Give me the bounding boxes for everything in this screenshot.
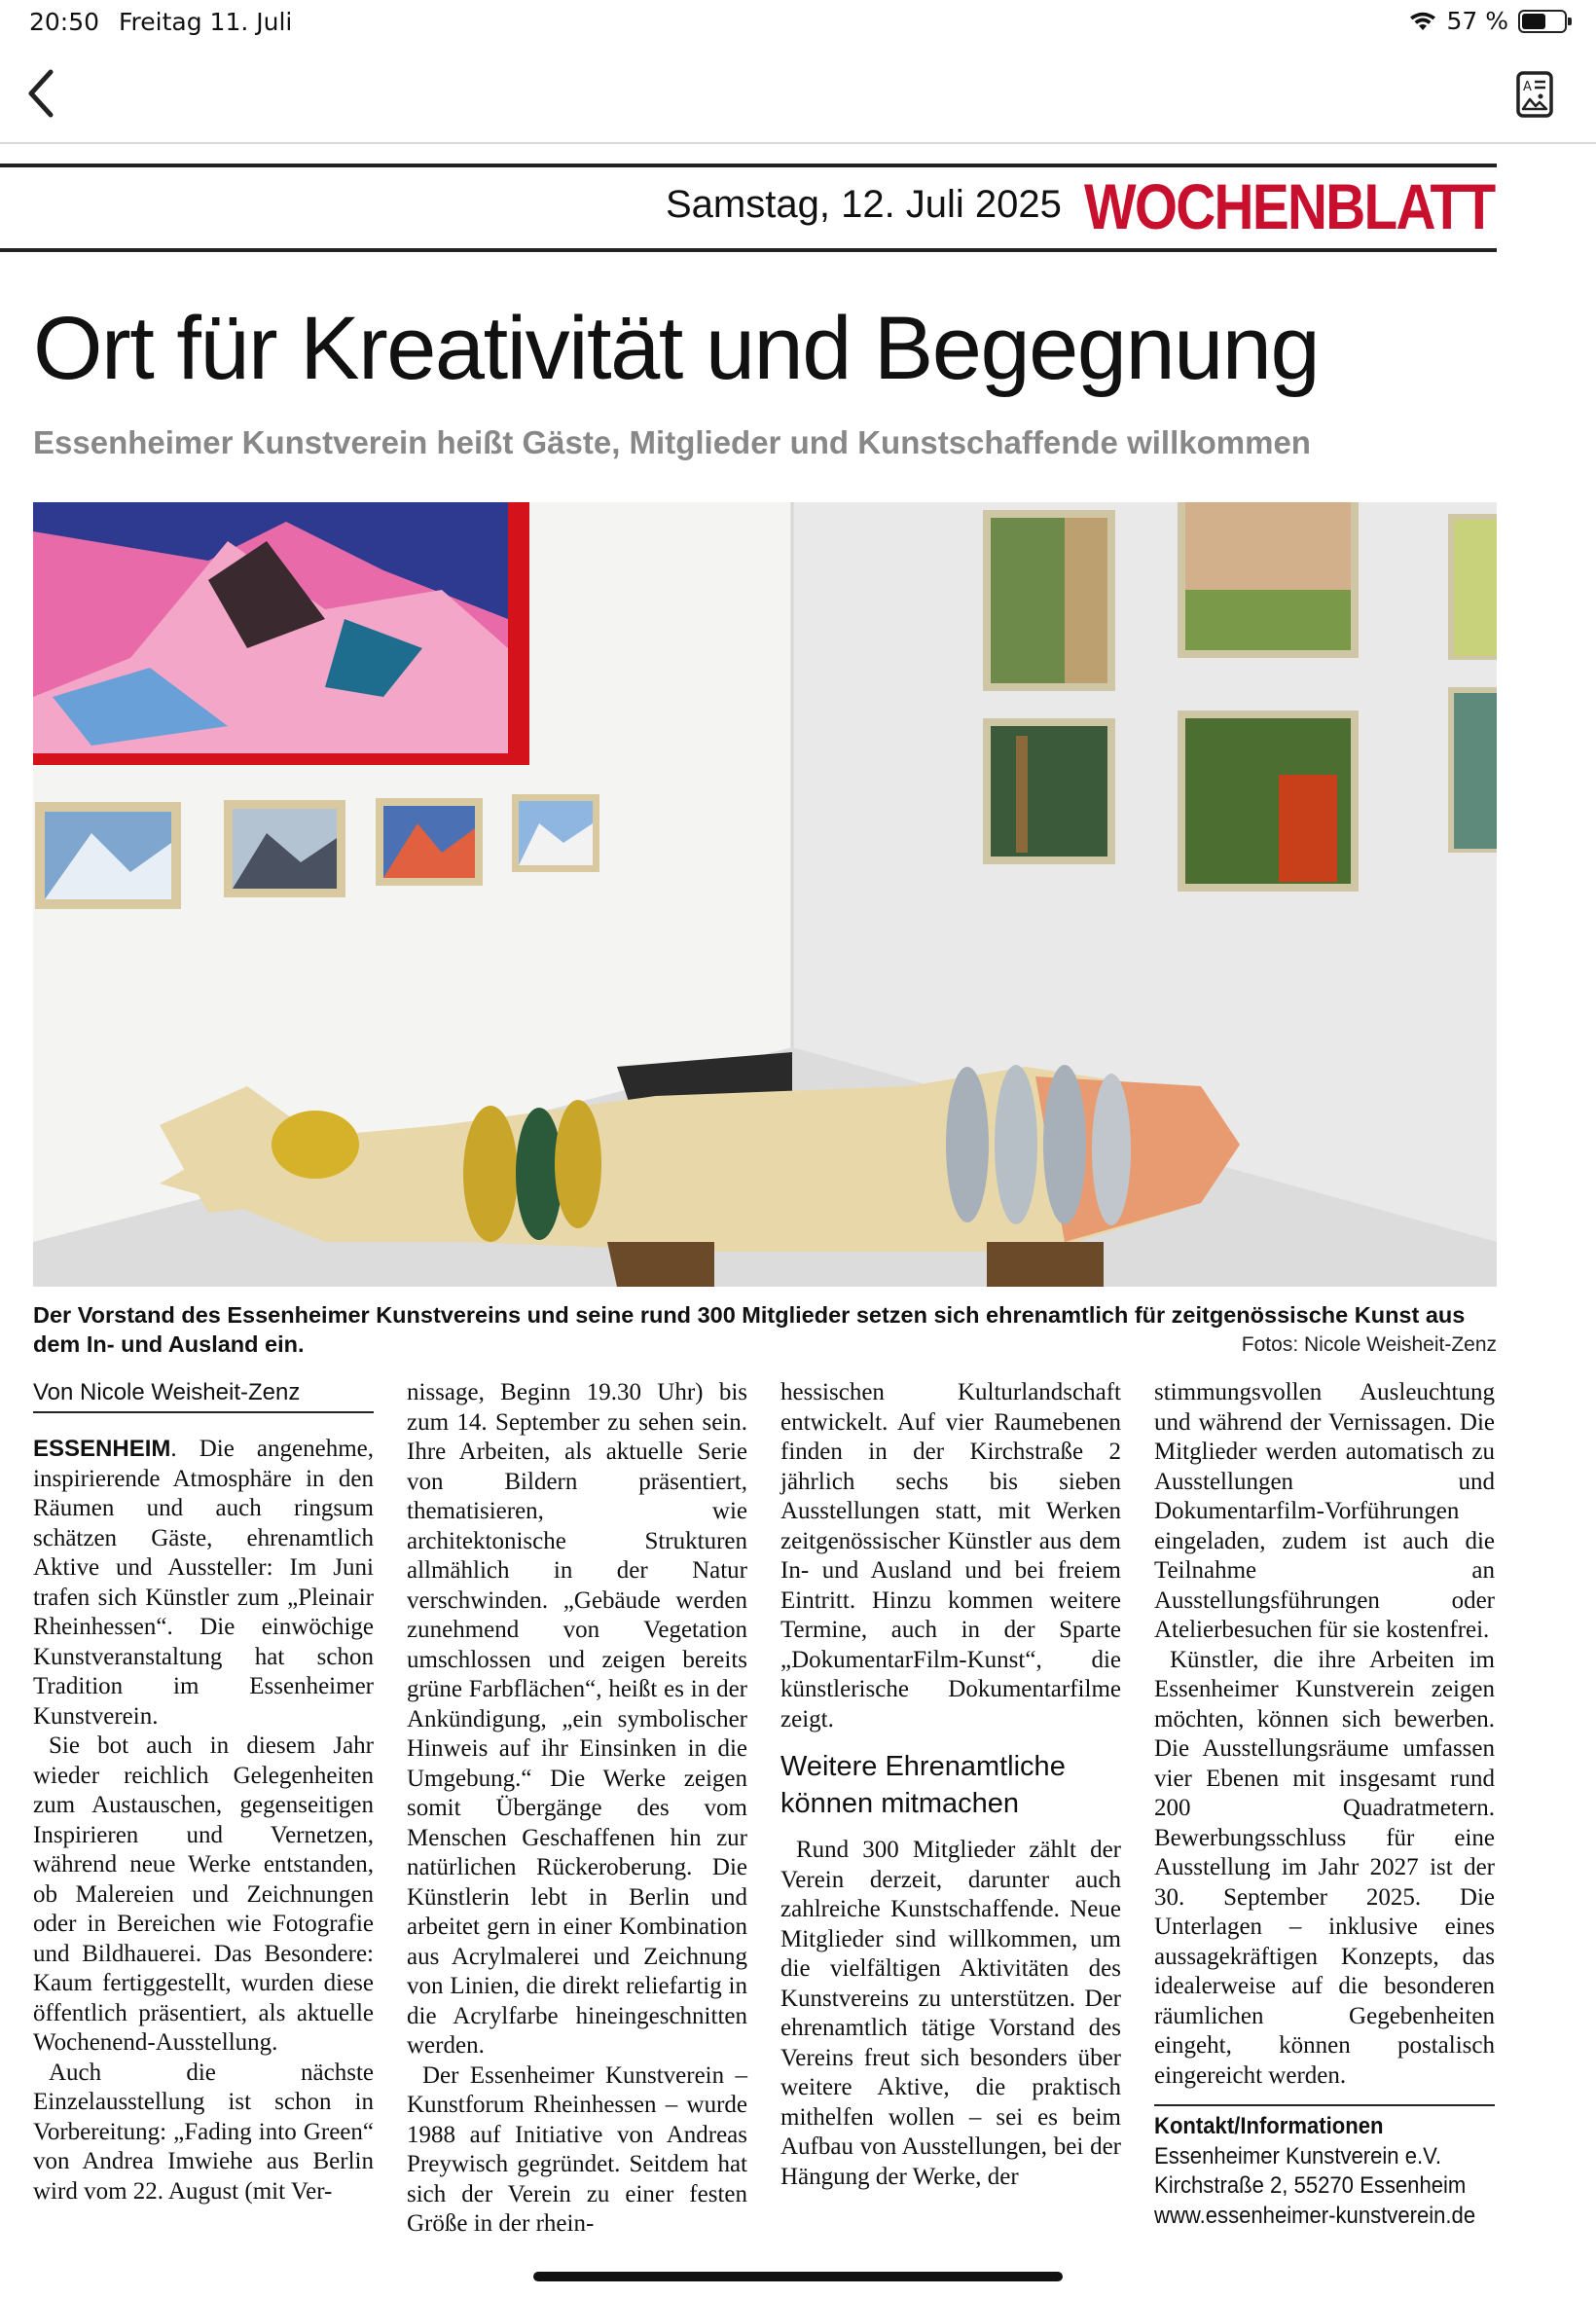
article-paragraph-6: Künstler, die ihre Arbeiten im Essenheimer Kunstverein zeigen möchten, können sich bewerben. Die Ausstellungsräume umfassen vier Ebenen mit insgesamt rund 200 Quadratmetern. Bewerbungsschluss für eine Ausstellung im Jahr 2027 ist der 30. September 2025. Die Unterlagen – inklusive eines aussagekräftigen Konzepts, das idealerweise auf die besonderen räumlichen Gegebenheiten eingeht, können postalisch eingereicht werden.	[1154, 1646, 1495, 2089]
article-paragraph-3-continued: nissage, Beginn 19.30 Uhr) bis zum 14. September zu sehen sein. Ihre Arbeiten, als aktuelle Serie von Bildern präsentiert, thematisieren, wie architektonische Strukturen allmählich in der Natur verschwinden. „Gebäude werden zunehmend von Vegetation umschlossen und zeigen bereits grüne Farbflächen“, heißt es in der Ankündigung, „ein symbolischer Hinweis auf ihr Einsinken in die Umgebung.“ Die Werke zeigen somit Übergänge des vom Menschen Geschaffenen hin zur natürlichen Rückeroberung. Die Künstlerin lebt in Berlin und arbeitet gern in einer Kombination aus Acrylmalerei und Zeichnung von Linien, die direkt reliefartig in die Acrylfarbe hineingeschnitten werden.	[407, 1379, 747, 2059]
nav-bar	[0, 45, 1596, 144]
article-column-3	[780, 1378, 1121, 2192]
article-paragraph-4: Der Essenheimer Kunstverein – Kunstforum Rheinhessen – wurde 1988 auf Initiative von Andreas Preywisch gegründet. Seitdem hat sich der Verein zu einer festen Größe in der rhein-	[407, 2061, 747, 2237]
article-paragraph-2: Sie bot auch in diesem Jahr wieder reichlich Gelegenheiten zum Austauschen, gegenseitigen Inspirieren und Vernetzen, während neue Werke entstanden, ob Malereien und Zeichnungen oder in Bereichen wie Fotografie und Bildhauerei. Das Besondere: Kaum fertiggestellt, wurden diese öffentlich präsentiert, als aktuelle Wochenend-Ausstellung.	[33, 1732, 374, 2056]
reader-mode-button[interactable]	[1514, 70, 1557, 121]
issue-date: Samstag, 12. Juli 2025	[666, 183, 1062, 226]
battery-percent: 57 %	[1446, 7, 1508, 35]
back-button[interactable]	[19, 66, 62, 121]
newspaper-page	[0, 164, 1497, 2246]
battery-icon	[1518, 10, 1567, 33]
battery-level	[1522, 14, 1545, 29]
chevron-left-icon	[19, 66, 62, 121]
article-paragraph-5-continued: stimmungsvollen Ausleuchtung und während der Vernissagen. Die Mitglieder werden automatisch zu Ausstellungen und Dokumentarfilm-Vorführungen eingeladen, zudem ist auch die Teilnahme an Ausstellungsführungen oder Atelierbesuchen für sie kostenfrei.	[1154, 1379, 1495, 1643]
article-column-4	[1154, 1378, 1495, 2231]
article-paragraph-5: Rund 300 Mitglieder zählt der Verein derzeit, darunter auch zahlreiche Kunstschaffende. Neue Mitglieder sind willkommen, um die vielfältigen Aktivitäten des Kunstvereins zu unterstützen. Der ehrenamtlich tätige Vorstand des Vereins freut sich besonders über weitere Aktive, die praktisch mithelfen wollen – sei es beim Aufbau von Ausstellungen, bei der Hängung der Werke, der	[780, 1837, 1121, 2190]
status-bar	[0, 0, 1596, 45]
article-column-2	[407, 1378, 747, 2240]
contact-box	[1154, 2104, 1495, 2231]
status-indicators	[1409, 7, 1567, 35]
wifi-icon	[1409, 11, 1436, 32]
article-paragraph-3: Auch die nächste Einzelausstellung ist schon in Vorbereitung: „Fading into Green“ von Andrea Imwiehe aus Berlin wird vom 22. August (mit Ver-	[33, 2059, 374, 2205]
status-date: Freitag 11. Juli	[119, 8, 293, 36]
article-headline: Ort für Kreativität und Begegnung	[33, 299, 1320, 398]
contact-website[interactable]: www.essenheimer-kunstverein.de	[1154, 2202, 1476, 2229]
reader-mode-icon	[1514, 70, 1557, 121]
masthead-logo: WOCHENBLATT	[1084, 170, 1495, 242]
article-subheadline: Essenheimer Kunstverein heißt Gäste, Mitglieder und Kunstschaffende willkommen	[33, 424, 1311, 460]
status-time: 20:50	[29, 8, 100, 36]
section-heading: Weitere Ehrenamtliche können mitmachen	[780, 1751, 1066, 1819]
masthead-rule-top	[0, 164, 1497, 167]
byline: Von Nicole Weisheit-Zenz	[33, 1378, 374, 1413]
article-column-1	[33, 1378, 374, 2206]
contact-address: Kirchstraße 2, 55270 Essenheim	[1154, 2172, 1467, 2199]
photo-caption: Der Vorstand des Essenheimer Kunstvereins und seine rund 300 Mitglieder setzen sich ehrenamtlich für zeitgenössische Kunst aus dem In- und Ausland ein.	[33, 1302, 1466, 1357]
gallery-photo-illustration	[33, 502, 1497, 1287]
dateline: ESSENHEIM	[33, 1436, 171, 1462]
home-indicator[interactable]	[533, 2272, 1063, 2281]
article-paragraph-1: ESSENHEIM. Die angenehme, inspirierende Atmosphäre in den Räumen und auch ringsum schätzen Gäste, ehrenamtlich Aktive und Aussteller: Im Juni trafen sich Künstler zum „Pleinair Rheinhessen“. Die einwöchige Kunstveranstaltung hat schon Tradition im Essenheimer Kunstverein.	[33, 1436, 374, 1730]
article-paragraph-4-continued: hessischen Kulturlandschaft entwickelt. Auf vier Raumebenen finden in der Kirchstraße 2 jährlich sechs bis sieben Ausstellungen statt, mit Werken zeitgenössischer Künstler aus dem In- und Ausland und bei freiem Eintritt. Hinzu kommen weitere Termine, auch in der Sparte „DokumentarFilm-Kunst“, die künstlerische Dokumentarfilme zeigt.	[780, 1379, 1121, 1732]
masthead-rule-bottom	[0, 248, 1497, 252]
svg-text:A: A	[1523, 80, 1532, 94]
contact-title: Kontakt/Informationen	[1154, 2113, 1384, 2139]
article-photo	[33, 502, 1497, 1287]
contact-organization: Essenheimer Kunstverein e.V.	[1154, 2142, 1441, 2169]
photo-credit: Fotos: Nicole Weisheit-Zenz	[1241, 1333, 1497, 1356]
